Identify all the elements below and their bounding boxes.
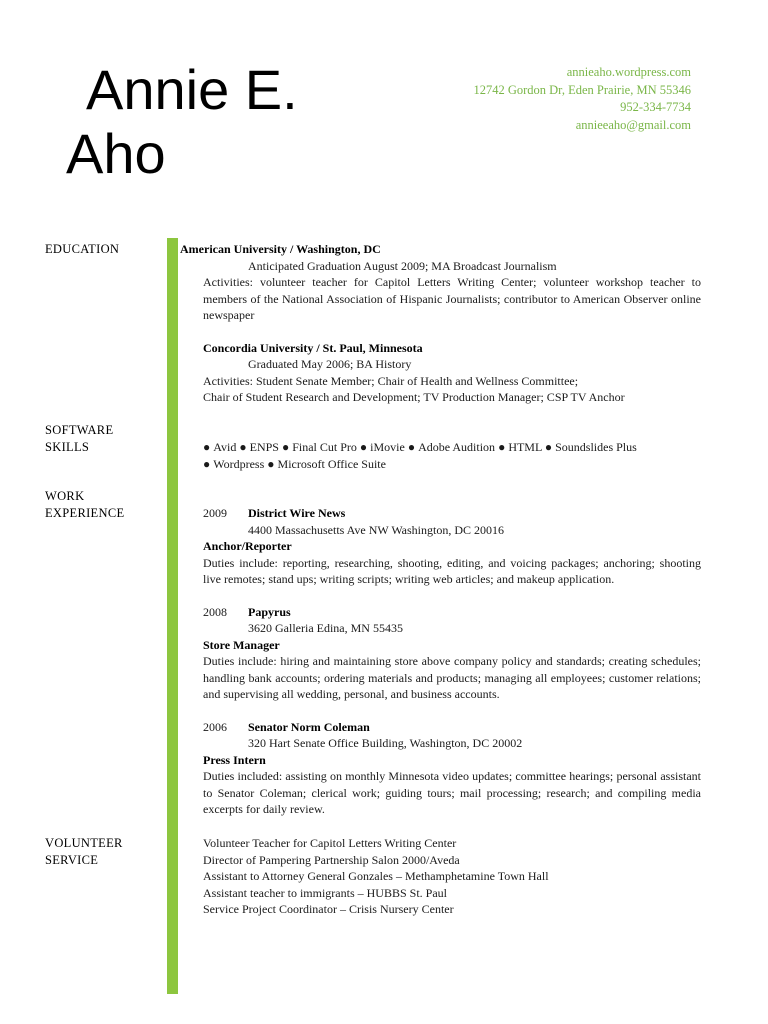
work-entry-header [203, 719, 701, 736]
volunteer-item: Assistant to Attorney General Gonzales – Methamphetamine Town Hall [203, 869, 549, 883]
volunteer-label-line-2: SERVICE [45, 853, 99, 867]
software-label-line-1: SOFTWARE [45, 423, 114, 437]
volunteer-item: Director of Pampering Partnership Salon 2000/Aveda [203, 852, 460, 867]
bullet-icon: ● [498, 440, 506, 454]
contact-website[interactable]: annieaho.wordpress.com [566, 65, 691, 79]
volunteer-item: Assistant teacher to immigrants – HUBBS St. Paul [203, 885, 447, 900]
volunteer-item: Service Project Coordinator – Crisis Nursery Center [203, 902, 454, 916]
work-duties: Duties include: reporting, researching, shooting, editing, and voicing packages; anchoring; shooting live remotes; stand ups; writing scripts; writing web articles; and makeup application. [203, 555, 701, 586]
school-name: Concordia University / St. Paul, Minnesota [203, 340, 423, 355]
bullet-icon: ● [544, 440, 553, 454]
work-employer: Papyrus [248, 604, 291, 619]
work-duties: Duties include: hiring and maintaining store above company policy and standards; creating schedules; handling bank accounts; ordering materials and products; managing all employees; customer relations; and supervising all wedding, personal, and business accounts. [203, 654, 701, 701]
work-address: 320 Hart Senate Office Building, Washington, DC 20002 [248, 736, 523, 750]
work-experience-label [45, 488, 155, 522]
bullet-icon: ● [359, 440, 368, 454]
skill-item: Wordpress [213, 456, 265, 471]
education-entry [203, 340, 701, 406]
work-title: Anchor/Reporter [203, 539, 292, 553]
education-content [180, 241, 701, 422]
work-entry-header [203, 505, 701, 522]
bullet-icon: ● [267, 456, 275, 471]
work-title: Store Manager [203, 637, 280, 652]
volunteer-content [203, 835, 701, 918]
school-activities-line: Activities: Student Senate Member; Chair of Health and Wellness Committee; [203, 373, 579, 388]
skill-item: Final Cut Pro [292, 440, 357, 454]
bullet-icon: ● [203, 456, 211, 471]
contact-phone: 952-334-7734 [620, 100, 691, 114]
volunteer-item: Volunteer Teacher for Capitol Letters Writing Center [203, 836, 457, 850]
school-name: American University / Washington, DC [180, 242, 381, 256]
bullet-icon: ● [203, 440, 211, 454]
school-activities-line: Chair of Student Research and Development; TV Production Manager; CSP TV Anchor [203, 390, 625, 404]
work-title: Press Intern [203, 752, 266, 767]
school-detail: Anticipated Graduation August 2009; MA Broadcast Journalism [248, 258, 557, 273]
skill-item: iMovie [370, 440, 405, 454]
software-skills-label [45, 422, 155, 456]
school-activities: Activities: volunteer teacher for Capitol Letters Writing Center; volunteer workshop teacher to members of the National Association of Hispanic Journalists; contributor to American Observer online newspaper [203, 275, 701, 322]
education-entry [180, 241, 701, 324]
work-entry [203, 719, 701, 818]
work-label-line-1: WORK [45, 489, 85, 503]
work-content [203, 505, 701, 834]
work-employer: Senator Norm Coleman [248, 719, 370, 734]
software-label-line-2: SKILLS [45, 440, 90, 454]
work-duties: Duties included: assisting on monthly Minnesota video updates; committee hearings; personal assistant to Senator Coleman; clerical work; guiding tours; mail processing; research; and compiling media excerpts for daily review. [203, 769, 701, 816]
volunteer-label-line-1: VOLUNTEER [45, 836, 123, 850]
school-detail: Graduated May 2006; BA History [248, 357, 412, 371]
skills-line-2 [203, 456, 701, 473]
skills-line-1 [203, 439, 701, 456]
work-entry [203, 604, 701, 703]
contact-info [473, 64, 691, 134]
work-employer: District Wire News [248, 506, 346, 520]
skill-item: Soundslides Plus [555, 440, 637, 454]
contact-address: 12742 Gordon Dr, Eden Prairie, MN 55346 [473, 82, 691, 97]
skill-item: ENPS [249, 440, 279, 454]
skills-content [203, 439, 701, 472]
skill-item: Microsoft Office Suite [277, 456, 386, 471]
work-year: 2006 [203, 719, 227, 734]
work-address: 3620 Galleria Edina, MN 55435 [248, 621, 403, 635]
work-year: 2009 [203, 506, 227, 520]
accent-bar [167, 238, 178, 994]
bullet-icon: ● [281, 440, 290, 454]
contact-email[interactable]: annieeaho@gmail.com [575, 117, 691, 132]
resume-name [66, 58, 406, 186]
work-address: 4400 Massachusetts Ave NW Washington, DC 20016 [248, 522, 505, 537]
work-year: 2008 [203, 604, 227, 619]
skill-item: Avid [213, 440, 237, 454]
education-label-text: EDUCATION [45, 242, 120, 256]
skill-item: HTML [508, 440, 542, 454]
education-label [45, 241, 155, 258]
name-line-2: Aho [66, 122, 166, 185]
volunteer-service-label [45, 835, 155, 869]
skill-item: Adobe Audition [418, 440, 496, 454]
name-line-1: Annie E. [86, 58, 298, 121]
work-entry-header [203, 604, 701, 621]
bullet-icon: ● [239, 440, 247, 454]
work-entry [203, 505, 701, 588]
bullet-icon: ● [407, 440, 416, 454]
work-label-line-2: EXPERIENCE [45, 506, 125, 520]
